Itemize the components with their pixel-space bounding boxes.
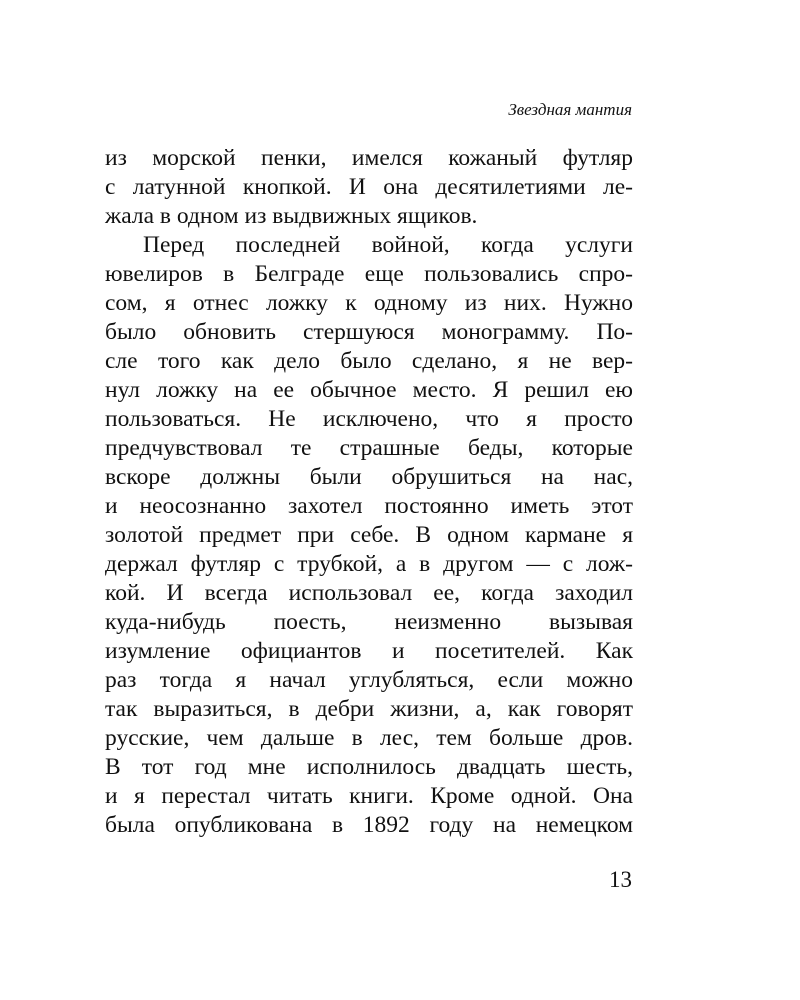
text-line: была опубликована в 1892 году на немецком — [105, 812, 633, 838]
text-line: из морской пенки, имелся кожаный футляр — [105, 145, 633, 171]
paragraph-first-line: Перед последней войной, когда услуги — [143, 232, 633, 258]
text-line: сле того как дело было сделано, я не вер- — [105, 348, 633, 374]
text-line: нул ложку на ее обычное место. Я решил ею — [105, 377, 633, 403]
text-line: так выразиться, в дебри жизни, а, как говорят — [105, 696, 633, 722]
text-line: изумление официантов и посетителей. Как — [105, 638, 633, 664]
text-line: держал футляр с трубкой, а в другом — с лож- — [105, 551, 633, 577]
text-line: жала в одном из выдвижных ящиков. — [105, 203, 478, 229]
text-line: золотой предмет при себе. В одном кармане я — [105, 522, 633, 548]
text-line: с латунной кнопкой. И она десятилетиями ле- — [105, 174, 633, 200]
text-line: и неосознанно захотел постоянно иметь этот — [105, 493, 633, 519]
text-line: кой. И всегда использовал ее, когда заходил — [105, 580, 633, 606]
text-line: куда-нибудь поесть, неизменно вызывая — [105, 609, 633, 635]
text-line: пользоваться. Не исключено, что я просто — [105, 406, 633, 432]
text-line: и я перестал читать книги. Кроме одной. Она — [105, 783, 633, 809]
text-line: русские, чем дальше в лес, тем больше дров. — [105, 725, 633, 751]
text-line: В тот год мне исполнилось двадцать шесть, — [105, 754, 633, 780]
text-line: вскоре должны были обрушиться на нас, — [105, 464, 633, 490]
text-line: ювелиров в Белграде еще пользовались спро- — [105, 261, 633, 287]
text-line: раз тогда я начал углубляться, если можно — [105, 667, 633, 693]
text-line: было обновить стершуюся монограмму. По- — [105, 319, 633, 345]
running-head: Звездная мантия — [508, 100, 632, 119]
text-line: сом, я отнес ложку к одному из них. Нужно — [105, 290, 633, 316]
page-number: 13 — [609, 867, 632, 892]
body-text — [105, 144, 633, 840]
text-line: предчувствовал те страшные беды, которые — [105, 435, 633, 461]
